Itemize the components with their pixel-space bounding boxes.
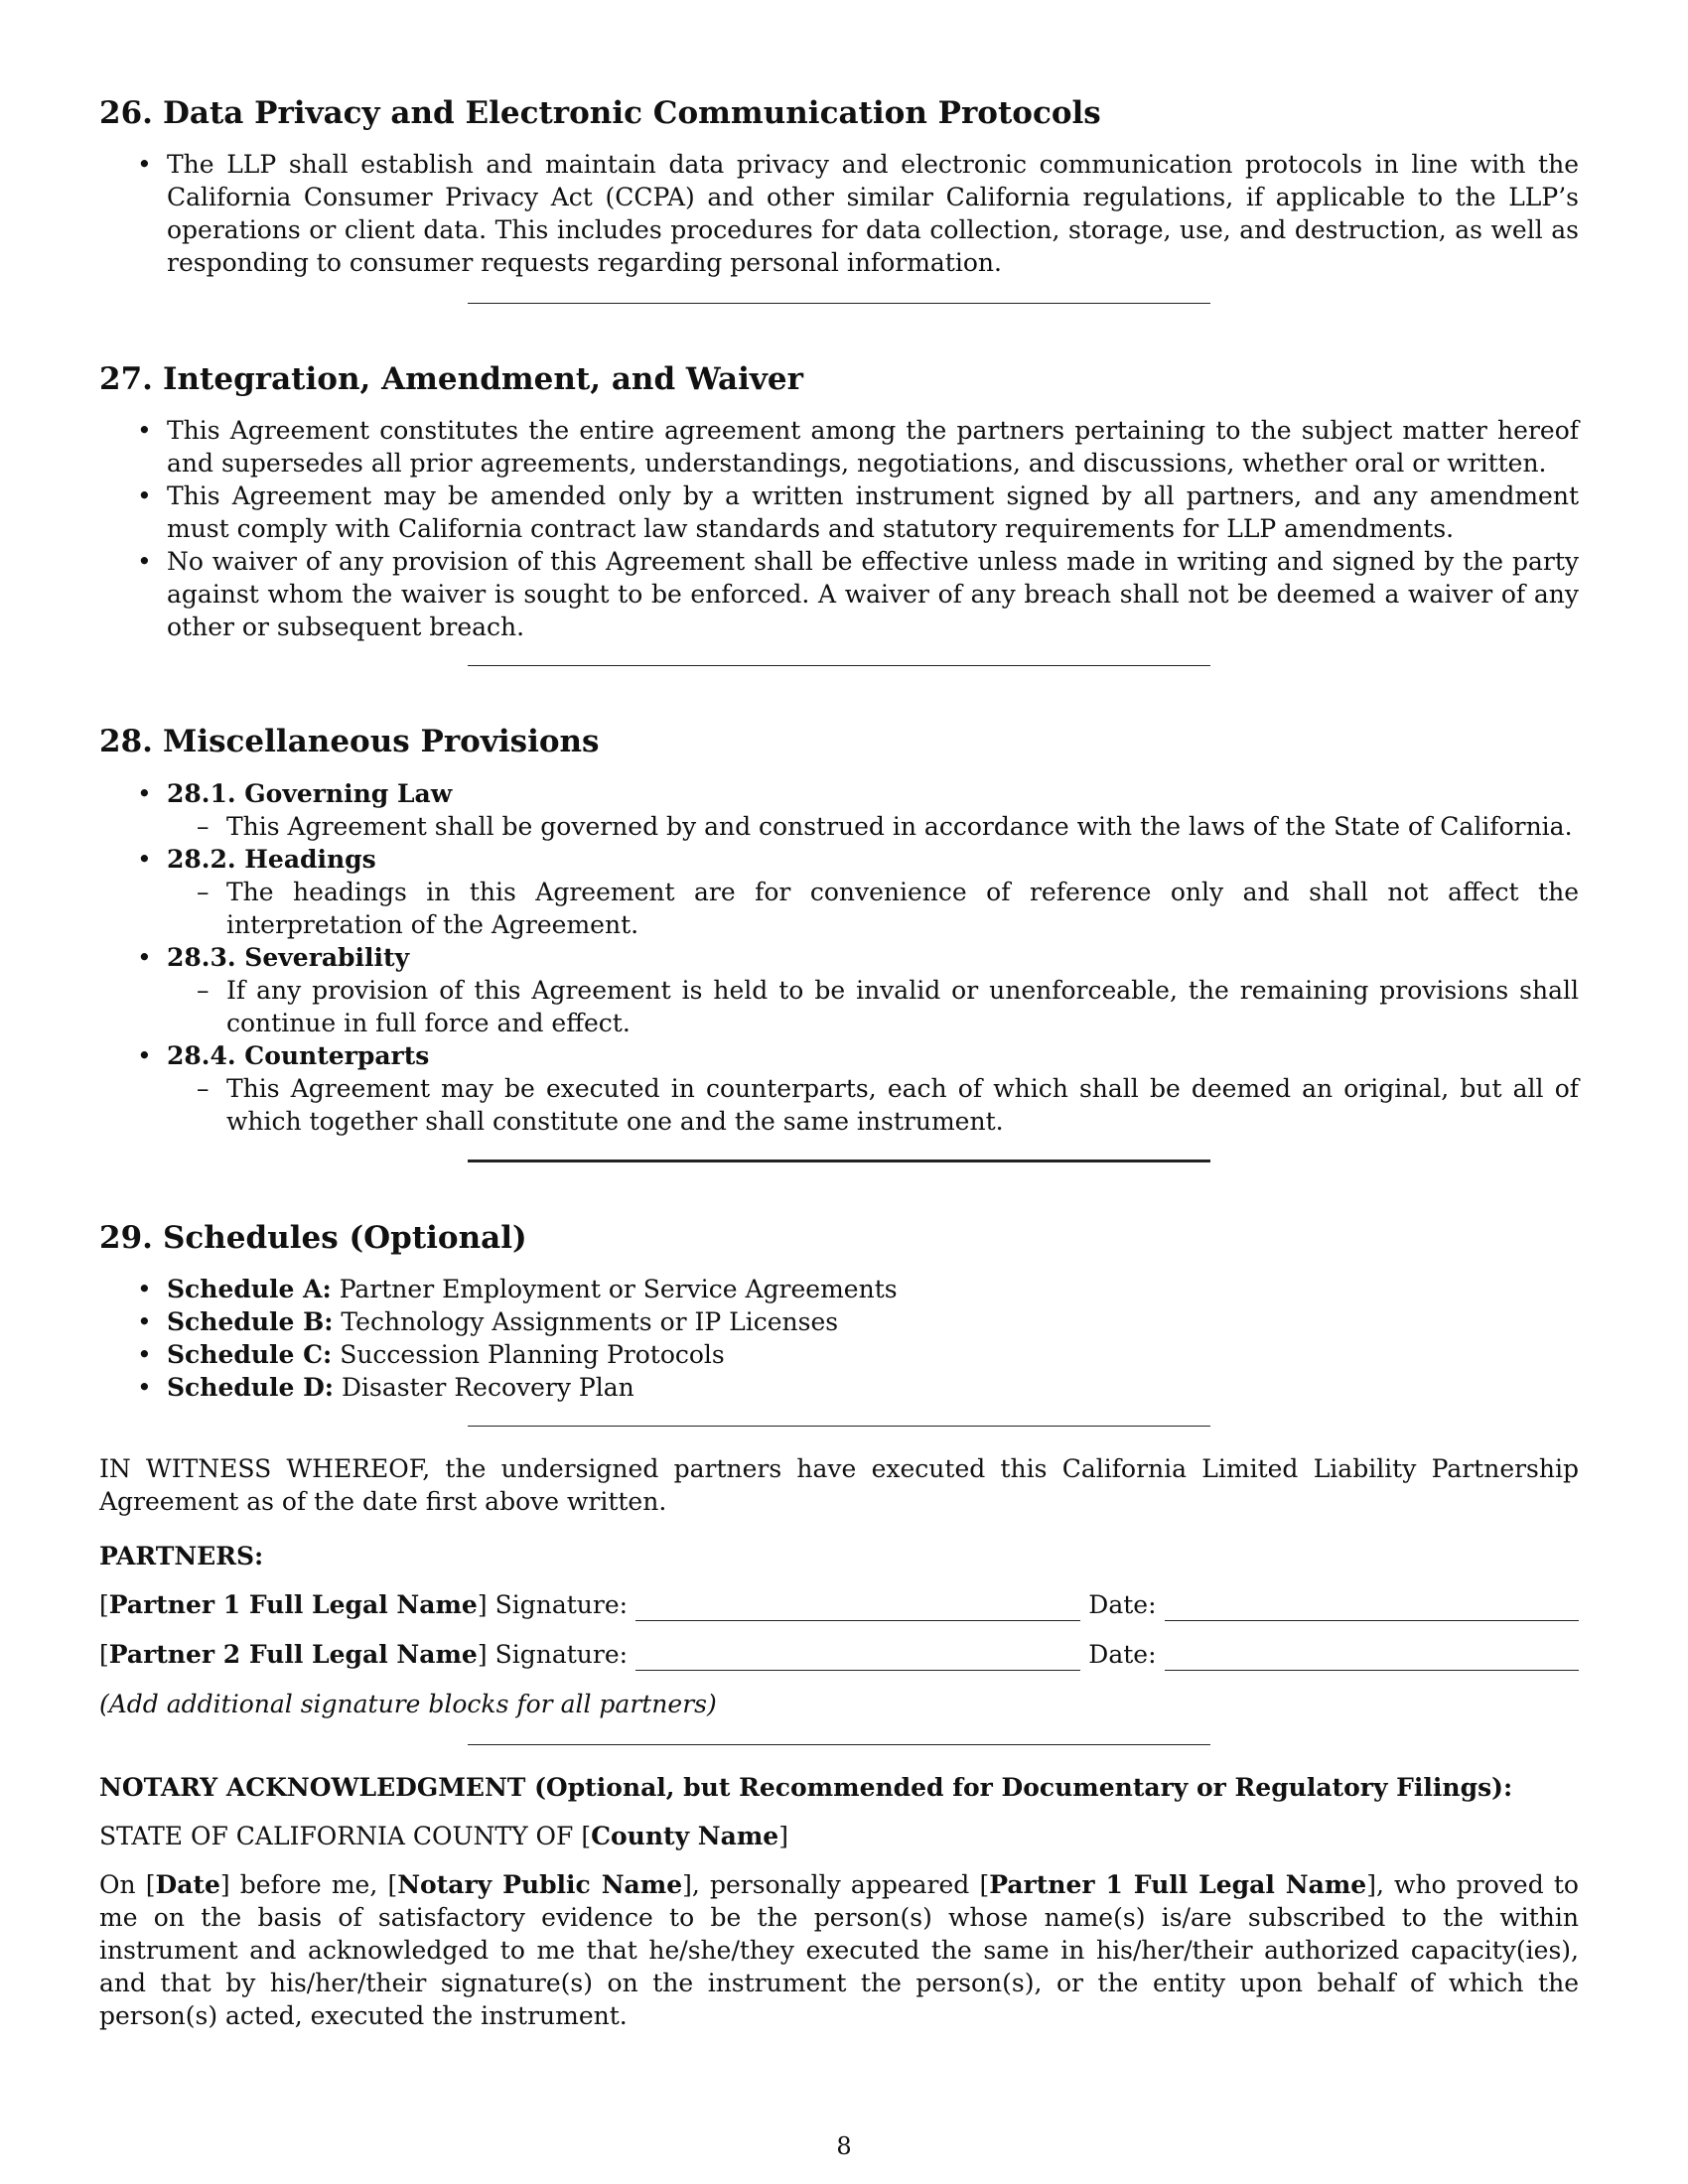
dash-list xyxy=(167,1072,1579,1138)
subsection-heading: 28.2. Headings xyxy=(167,844,376,874)
text-run: ], who proved to me on the basis of satisfactory evidence to be the person(s) whose name(s) is/are subscribed to the within instrument and acknowledged to me that he/she/they executed the same in his/her/their authorized capacity(ies), and that by his/her/their signature(s) on the instrument the person(s), or the entity upon behalf of which the person(s) acted, executed the instrument. xyxy=(99,1869,1579,2030)
list-item xyxy=(99,1273,1579,1305)
list-item: • The LLP shall establish and maintain data privacy and electronic communication protocols in line with the California Consumer Privacy Act (CCPA) and other similar California regulations, if applicable to the LLP’s operations or client data. This includes procedures for data collection, storage, use, and destruction, as well as responding to consumer requests regarding personal information. xyxy=(99,148,1579,279)
bracket: [ xyxy=(99,1639,109,1669)
date-placeholder: Date xyxy=(155,1869,220,1899)
section-heading xyxy=(99,724,1579,760)
list-item xyxy=(99,941,1579,1039)
section-heading xyxy=(99,1220,1579,1257)
notary-name-placeholder: Notary Public Name xyxy=(397,1869,683,1899)
section-number: 29. xyxy=(99,1219,153,1256)
list-item: • This Agreement may be amended only by a written instrument signed by all partners, and any amendment must comply with California contract law standards and statutory requirements for LLP amendments. xyxy=(99,479,1579,545)
subsection-heading: 28.1. Governing Law xyxy=(167,778,453,808)
bullet-list xyxy=(99,777,1579,1138)
partner-name-text: Partner 1 Full Legal Name xyxy=(108,1589,478,1619)
dash-list xyxy=(167,876,1579,941)
bullet-list xyxy=(99,1273,1579,1404)
list-item xyxy=(99,1338,1579,1371)
divider xyxy=(468,1160,1210,1162)
section-title: Schedules (Optional) xyxy=(163,1219,527,1256)
section-title: Miscellaneous Provisions xyxy=(163,724,600,760)
schedule-text: Disaster Recovery Plan xyxy=(334,1372,634,1402)
signature-block xyxy=(99,1588,1579,1621)
text-run: On [ xyxy=(99,1869,156,1899)
bullet-list xyxy=(99,414,1579,643)
list-item xyxy=(99,843,1579,941)
date-label: Date: xyxy=(1088,1639,1157,1669)
list-item xyxy=(99,1371,1579,1404)
text-run: ] before me, [ xyxy=(219,1869,398,1899)
witness-paragraph: IN WITNESS WHEREOF, the undersigned partners have executed this California Limited Liability Partnership Agreement as of the date first above written. xyxy=(99,1453,1579,1516)
subsection-text: – This Agreement shall be governed by and construed in accordance with the laws of the State of California. xyxy=(167,810,1579,843)
section-number: 27. xyxy=(99,361,153,398)
signature-label: Signature: xyxy=(494,1639,629,1669)
list-item xyxy=(99,1305,1579,1338)
subsection-heading: 28.3. Severability xyxy=(167,942,410,972)
bracket: ] xyxy=(477,1589,488,1619)
county-placeholder: County Name xyxy=(591,1821,779,1850)
signature-line[interactable] xyxy=(635,1644,1080,1671)
date-label: Date: xyxy=(1088,1589,1157,1619)
add-signatures-note: (Add additional signature blocks for all partners) xyxy=(99,1689,717,1718)
partner-name xyxy=(99,1588,488,1621)
schedule-text: Technology Assignments or IP Licenses xyxy=(333,1306,839,1336)
date-line[interactable] xyxy=(1165,1594,1579,1621)
partner-name-text: Partner 2 Full Legal Name xyxy=(108,1639,478,1669)
schedule-label: Schedule D: xyxy=(167,1372,335,1402)
section-title: Integration, Amendment, and Waiver xyxy=(163,361,803,398)
divider xyxy=(468,303,1210,304)
list-item xyxy=(99,1039,1579,1138)
signature-block xyxy=(99,1638,1579,1671)
page-number: 8 xyxy=(836,2132,852,2160)
partners-label-text: PARTNERS: xyxy=(99,1541,264,1570)
partners-label xyxy=(99,1540,1579,1572)
partner-placeholder: Partner 1 Full Legal Name xyxy=(989,1869,1367,1899)
dash-list xyxy=(167,810,1579,843)
bullet-list xyxy=(99,148,1579,279)
schedule-label: Schedule C: xyxy=(167,1339,333,1369)
bracket: ] xyxy=(477,1639,488,1669)
section-number: 26. xyxy=(99,95,153,131)
notary-heading xyxy=(99,1771,1579,1804)
divider xyxy=(468,1426,1210,1427)
bracket: [ xyxy=(99,1589,109,1619)
signature-label: Signature: xyxy=(494,1589,629,1619)
list-item: • No waiver of any provision of this Agreement shall be effective unless made in writing and signed by the party against whom the waiver is sought to be enforced. A waiver of any breach shall not be deemed a waiver of any other or subsequent breach. xyxy=(99,545,1579,643)
divider xyxy=(468,665,1210,666)
schedule-label: Schedule B: xyxy=(167,1306,334,1336)
subsection-text: – The headings in this Agreement are for convenience of reference only and shall not affect the interpretation of the Agreement. xyxy=(167,876,1579,941)
list-item: • This Agreement constitutes the entire agreement among the partners pertaining to the subject matter hereof and supersedes all prior agreements, understandings, negotiations, and discussions, whether oral or written. xyxy=(99,414,1579,479)
subsection-text: – If any provision of this Agreement is held to be invalid or unenforceable, the remaining provisions shall continue in full force and effect. xyxy=(167,974,1579,1039)
signature-line[interactable] xyxy=(635,1594,1080,1621)
notary-heading-text: NOTARY ACKNOWLEDGMENT (Optional, but Recommended for Documentary or Regulatory Filings): xyxy=(99,1772,1513,1802)
divider xyxy=(468,1744,1210,1745)
list-item xyxy=(99,777,1579,843)
section-title: Data Privacy and Electronic Communication Protocols xyxy=(163,95,1101,131)
section-number: 28. xyxy=(99,724,153,760)
partner-name xyxy=(99,1638,488,1671)
schedule-text: Partner Employment or Service Agreements xyxy=(331,1274,898,1303)
section-heading xyxy=(99,95,1579,132)
section-29 xyxy=(99,1220,1579,1404)
document-page xyxy=(99,95,1579,2046)
date-line[interactable] xyxy=(1165,1644,1579,1671)
dash-list xyxy=(167,974,1579,1039)
section-26 xyxy=(99,95,1579,279)
bracket: ] xyxy=(778,1821,788,1850)
section-heading xyxy=(99,361,1579,398)
subsection-text: – This Agreement may be executed in counterparts, each of which shall be deemed an original, but all of which together shall constitute one and the same instrument. xyxy=(167,1072,1579,1138)
schedule-label: Schedule A: xyxy=(167,1274,332,1303)
section-28 xyxy=(99,724,1579,1137)
state-prefix: STATE OF CALIFORNIA COUNTY OF [ xyxy=(99,1821,592,1850)
notary-paragraph xyxy=(99,1868,1579,2032)
schedule-text: Succession Planning Protocols xyxy=(332,1339,725,1369)
section-27 xyxy=(99,361,1579,643)
text-run: ], personally appeared [ xyxy=(682,1869,990,1899)
state-county-line xyxy=(99,1820,1579,1852)
subsection-heading: 28.4. Counterparts xyxy=(167,1040,430,1070)
